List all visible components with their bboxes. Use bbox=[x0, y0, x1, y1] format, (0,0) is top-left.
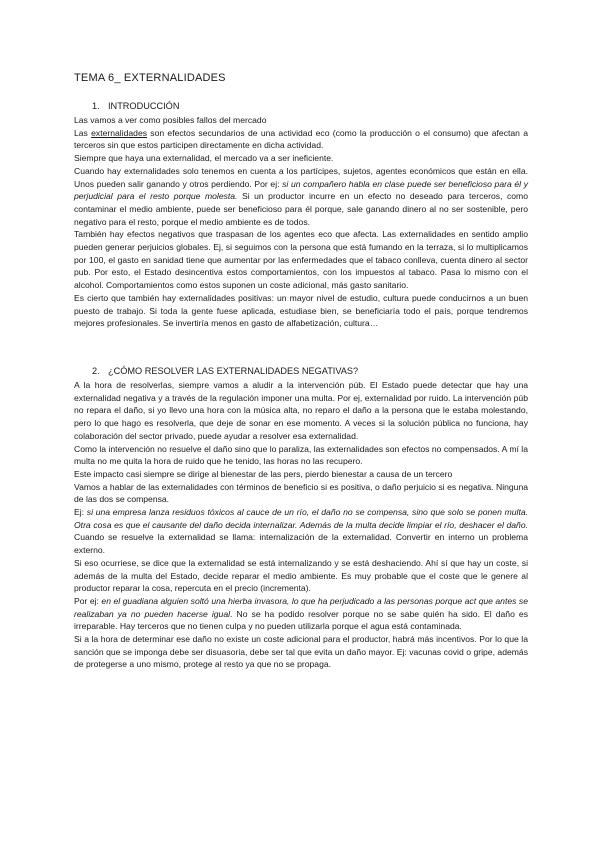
section-title: ¿CÓMO RESOLVER LAS EXTERNALIDADES NEGATIVAS? bbox=[108, 366, 359, 376]
paragraph bbox=[74, 165, 528, 229]
paragraph-text: Cuando hay externalidades solo tenemos en cuenta a los partícipes, sujetos, agentes económicos que están en ella. Unos pueden salir ganando y otros perdiendo. Por ej: bbox=[74, 165, 528, 189]
paragraph bbox=[74, 595, 528, 633]
example-italic: si una empresa lanza residuos tóxicos al cauce de un río, el daño no se compensa, sino que solo se ponen multa. Otra cosa es que el causante del daño decida internalizar. Además de la multa decide limpiar el río, deshacer el daño. bbox=[74, 507, 528, 530]
paragraph: Si a la hora de determinar ese daño no existe un coste adicional para el productor, habrá más incentivos. Por lo que la sanción que se imponga debe ser disuasoria, debe ser tal que evita un daño mayor. Ej: vacunas covid o gripe, además de protegerse a uno mismo, protege al resto ya que no se propaga. bbox=[74, 634, 528, 670]
section-number: 1. bbox=[92, 101, 100, 111]
document-title: TEMA 6_ EXTERNALIDADES bbox=[74, 72, 226, 84]
paragraph-text: Por ej: bbox=[74, 595, 102, 606]
paragraph: Siempre que haya una externalidad, el mercado va a ser ineficiente. bbox=[74, 153, 334, 164]
section-body-introduccion bbox=[74, 114, 528, 330]
paragraph: También hay efectos negativos que traspasan de los agentes eco que afecta. Las externalidades en sentido amplio pueden generar perjuicios globales. Ej, si seguimos con la persona que está fumando en la terraza, si lo multiplicamos por 100, el gasto en sanidad tiene que aumentar por las enfermedades que el tabaco conlleva, cuenta dinero al sector pub. Por esto, el Estado desincentiva estos comportamientos, con los impuestos al tabaco. Pasa lo mismo con el alcohol. Comportamientos como estos suponen un coste adicional, más gasto sanitario. bbox=[74, 229, 528, 291]
paragraph: Las vamos a ver como posibles fallos del mercado bbox=[74, 115, 267, 125]
paragraph-text: Ej: bbox=[74, 507, 87, 518]
paragraph-text: Si un productor incurre en un efecto no deseado para terceros, como contaminar el medio ambiente, puede ser beneficioso para él porque, sale ganando dinero al no ser sostenible, pero negativo para el resto, porque el medio ambiente es de todos. bbox=[74, 191, 528, 227]
section-body-resolver bbox=[74, 379, 528, 671]
section-number: 2. bbox=[92, 366, 100, 376]
paragraph-text: . No se ha podido resolver porque no se sabe quién ha sido. El daño es irreparable. Hay terceros que no tienen culpa y no pueden utilizarla porque el agua está contaminada. bbox=[74, 608, 528, 632]
paragraph: Si eso ocurriese, se dice que la externalidad se está internalizando y se está deshaciendo. Ahí sí que hay un coste, si además de la multa del Estado, decide reparar el medio ambiente. Es muy probable que el coste que le genere al productor reparar la cosa, repercuta en el precio (incrementa). bbox=[74, 557, 528, 594]
paragraph: Vamos a hablar de las externalidades con términos de beneficio si es positiva, o daño perjuicio si es negativa. Ninguna de las dos se compensa. bbox=[74, 481, 528, 505]
underlined-term: externalidades bbox=[91, 127, 148, 138]
paragraph-text: son efectos secundarios de una actividad eco (como la producción o el consumo) que afectan a terceros sin que estos participen directamente en dicha actividad. bbox=[74, 127, 528, 151]
paragraph-text: Cuando se resuelve la externalidad se llama: internalización de la externalidad. Convertir en interno un problema externo. bbox=[74, 532, 528, 556]
example-italic: en el guadiana alguien soltó una hierba invasora, lo que ha perjudicado a las personas porque act que antes se realizaban ya no pueden hacerse igual bbox=[74, 595, 528, 619]
section-title: INTRODUCCIÓN bbox=[108, 101, 180, 111]
paragraph: A la hora de resolverlas, siempre vamos a aludir a la intervención púb. El Estado puede detectar que hay una externalidad negativa y a través de la regulación imponer una multa. Por ej, externalidad por ruido. La intervención púb no repara el daño, si yo llevo una hora con la música alta, no reparo el daño a la persona que le estaba molestando, pero lo que hago es resolverla, que deje de sonar en ese momento. A veces si la solución pública no funciona, hay colaboración del sector privado, puede ayudar a resolver esa externalidad. bbox=[74, 380, 528, 441]
paragraph-text: Las bbox=[74, 127, 92, 138]
paragraph bbox=[74, 506, 528, 557]
paragraph bbox=[74, 127, 528, 152]
paragraph: Este impacto casi siempre se dirige al bienestar de las pers, pierdo bienestar a causa de un tercero bbox=[74, 468, 453, 479]
section-heading-resolver bbox=[92, 366, 358, 376]
section-heading-introduccion bbox=[92, 101, 179, 111]
paragraph: Como la intervención no resuelve el daño sino que lo paraliza, las externalidades son efectos no compensados. A mí la multa no me quita la hora de ruido que he tenido, las horas no las recupero. bbox=[74, 443, 528, 467]
example-italic: si un compañero habla en clase puede ser beneficioso para él y perjudicial para el resto porque molesta. bbox=[74, 178, 528, 202]
paragraph: Es cierto que también hay externalidades positivas: un mayor nivel de estudio, cultura puede conducirnos a un buen puesto de trabajo. Si toda la gente fuese aplicada, estudiase bien, se beneficiaría todo el país, porque tendremos mejores profesionales. Se invertiría menos en gasto de alfabetización, cultura… bbox=[74, 292, 528, 329]
